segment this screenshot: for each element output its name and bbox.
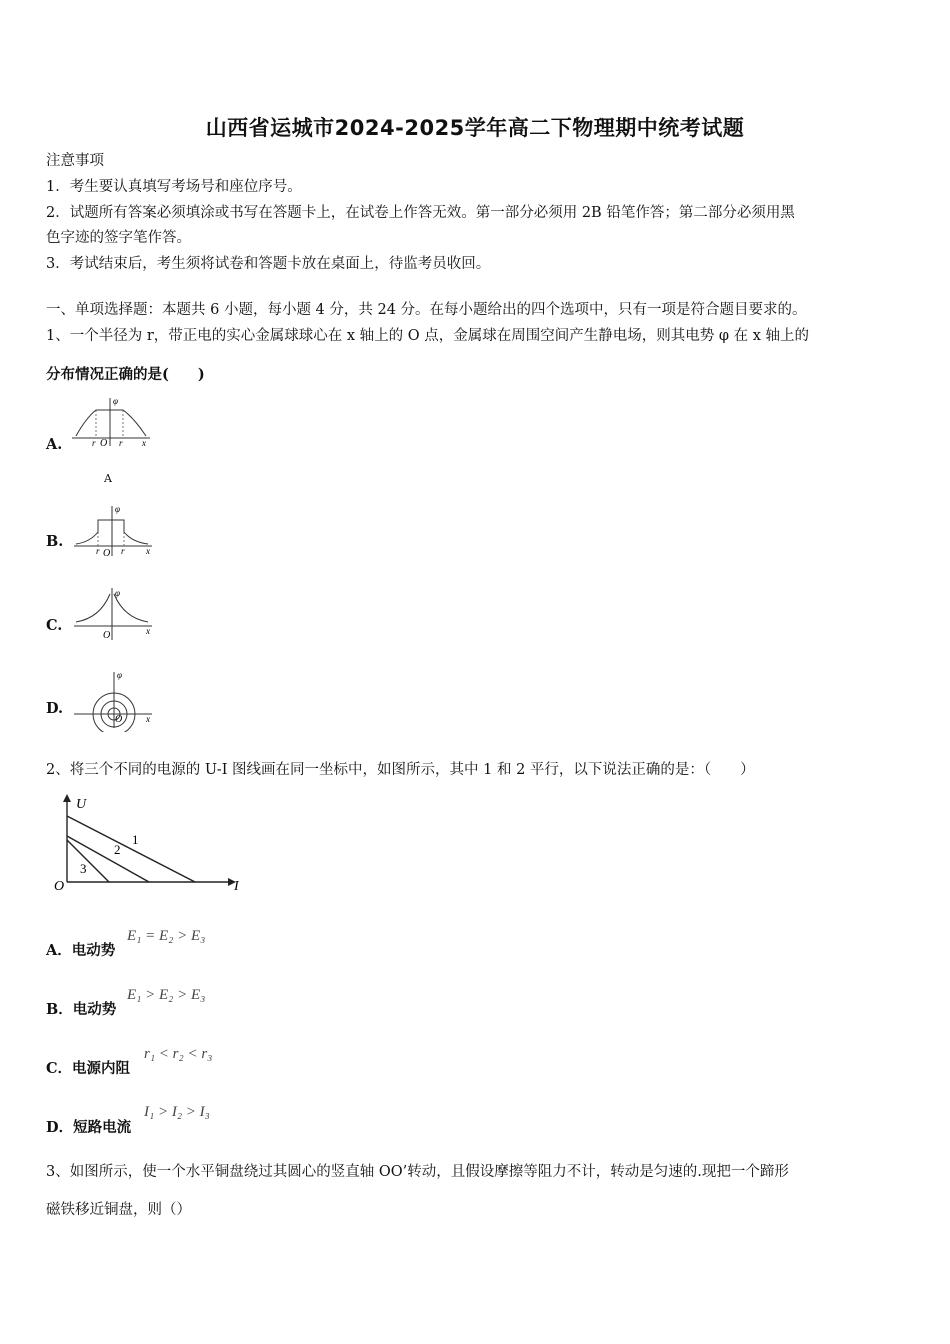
page-title: 山西省运城市2024-2025学年高二下物理期中统考试题 xyxy=(205,116,745,140)
q2-ui-graph xyxy=(50,790,250,896)
q1b-axis-x: x xyxy=(146,546,150,556)
notice-item-1: 1．考生要认真填写考场号和座位序号。 xyxy=(46,179,302,195)
q1-graph-b xyxy=(70,502,160,560)
q1a-radius-left: r xyxy=(92,438,96,448)
question-1-text: 1、一个半径为 r，带正电的实心金属球球心在 x 轴上的 O 点，金属球在周围空间产生静电场，则其电势 φ 在 x 轴上的 xyxy=(46,328,810,344)
q1-graph-c xyxy=(70,584,160,644)
q2-option-c-math: r₁ < r₂ < r₃ xyxy=(144,1046,213,1062)
q2-option-a-math: E₁ = E₂ > E₃ xyxy=(127,928,206,944)
q2-origin: O xyxy=(54,879,65,894)
q2-option-d-math: I₁ > I₂ > I₃ xyxy=(144,1104,210,1120)
q1-option-a-label[interactable]: A. xyxy=(46,436,63,453)
q1-graph-a-caption: A xyxy=(104,472,112,485)
question-2-text: 2、将三个不同的电源的 U-I 图线画在同一坐标中，如图所示，其中 1 和 2 平行，以下说法正确的是：（ ） xyxy=(46,762,755,778)
question-1-text-cont: 分布情况正确的是( ) xyxy=(46,366,205,383)
q1a-radius-right: r xyxy=(119,438,123,448)
q1-option-b-label[interactable]: B. xyxy=(46,533,64,550)
q1c-axis-x: x xyxy=(146,626,150,636)
q1b-radius-right: r xyxy=(121,546,125,556)
q2-axis-i: I xyxy=(234,879,239,894)
q1d-axis-x: x xyxy=(146,714,150,724)
q1a-axis-phi: φ xyxy=(113,396,118,406)
q1-graph-a xyxy=(68,394,158,450)
q2-option-d-label[interactable]: D．短路电流 xyxy=(46,1119,132,1136)
q2-line-1-label: 1 xyxy=(132,832,139,847)
q1d-axis-phi: φ xyxy=(117,670,122,680)
q1c-origin: O xyxy=(103,630,111,641)
q1b-origin: O xyxy=(103,548,111,559)
notice-item-2: 2．试题所有答案必须填涂或书写在答题卡上，在试卷上作答无效。第一部分必须用 2B 铅笔作答；第二部分必须用黑 xyxy=(46,205,795,221)
question-3-text: 3、如图所示，使一个水平铜盘绕过其圆心的竖直轴 OO’转动，且假设摩擦等阻力不计，转动是匀速的.现把一个蹄形 xyxy=(46,1164,789,1180)
q1a-origin: O xyxy=(100,438,108,449)
q1b-axis-phi: φ xyxy=(115,504,120,514)
q1-graph-d xyxy=(70,668,160,732)
q1a-axis-x: x xyxy=(142,438,146,448)
q2-line-2-label: 2 xyxy=(114,842,121,857)
question-3-text-cont: 磁铁移近铜盘，则（） xyxy=(46,1202,191,1218)
section-heading: 一、单项选择题：本题共 6 小题，每小题 4 分，共 24 分。在每小题给出的四个选项中，只有一项是符合题目要求的。 xyxy=(46,302,807,318)
q1d-origin: O xyxy=(115,714,123,725)
notice-heading: 注意事项 xyxy=(46,153,104,169)
q2-option-a-label[interactable]: A．电动势 xyxy=(46,942,116,959)
q1c-axis-phi: φ xyxy=(115,588,120,598)
q2-option-c-label[interactable]: C．电源内阻 xyxy=(46,1060,131,1077)
notice-item-2-cont: 色字迹的签字笔作答。 xyxy=(46,230,191,246)
notice-item-3: 3．考试结束后，考生须将试卷和答题卡放在桌面上，待监考员收回。 xyxy=(46,256,491,272)
q1-option-d-label[interactable]: D. xyxy=(46,700,64,717)
q1b-radius-left: r xyxy=(96,546,100,556)
q2-option-b-math: E₁ > E₂ > E₃ xyxy=(127,987,206,1003)
q2-option-b-label[interactable]: B．电动势 xyxy=(46,1001,117,1018)
q2-line-3-label: 3 xyxy=(80,861,87,876)
q2-axis-u: U xyxy=(76,797,87,812)
q1-option-c-label[interactable]: C. xyxy=(46,617,63,634)
